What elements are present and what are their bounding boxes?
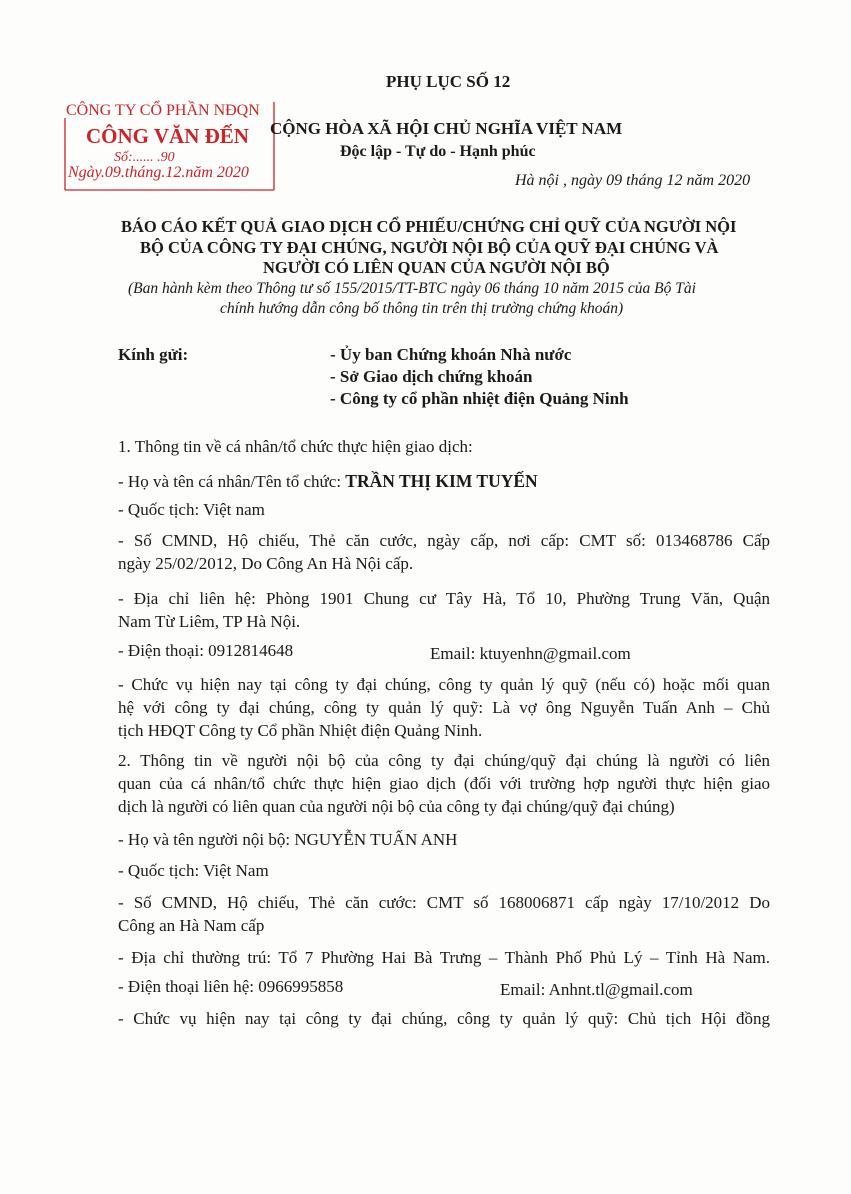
trader-id-line2: ngày 25/02/2012, Do Công An Hà Nội cấp. xyxy=(118,554,414,573)
insider-position-line1: - Chức vụ hiện nay tại công ty đại chúng, công ty quản lý quỹ: Chủ tịch Hội đồng xyxy=(118,1009,770,1028)
trader-name-label: - Họ và tên cá nhân/Tên tổ chức: xyxy=(118,472,346,491)
nation-title: CỘNG HÒA XÃ HỘI CHỦ NGHĨA VIỆT NAM xyxy=(270,119,623,138)
stamp-date: Ngày.09.tháng.12.năm 2020 xyxy=(68,164,249,181)
trader-position-line2: hệ với công ty đại chúng, công ty quản lý quỹ: Là vợ ông Nguyễn Tuấn Anh – Chủ xyxy=(118,698,770,717)
recipient-item: - Sở Giao dịch chứng khoán xyxy=(330,367,533,386)
insider-address: - Địa chỉ thường trú: Tổ 7 Phường Hai Bà Trưng – Thành Phố Phủ Lý – Tỉnh Hà Nam. xyxy=(118,948,770,967)
appendix-label: PHỤ LỤC SỐ 12 xyxy=(386,72,511,91)
section2-heading-line3: dịch là người có liên quan của người nội bộ của công ty đại chúng/quỹ đại chúng) xyxy=(118,797,675,816)
trader-address-line2: Nam Từ Liêm, TP Hà Nội. xyxy=(118,612,301,631)
trader-name-value: TRẦN THỊ KIM TUYẾN xyxy=(345,471,538,491)
trader-position-line1: - Chức vụ hiện nay tại công ty đại chúng, công ty quản lý quỹ (nếu có) hoặc mối quan xyxy=(118,675,770,694)
trader-id-line1: - Số CMND, Hộ chiếu, Thẻ căn cước, ngày cấp, nơi cấp: CMT số: 013468786 Cấp xyxy=(118,531,770,550)
received-stamp xyxy=(62,98,272,192)
insider-email: Email: Anhnt.tl@gmail.com xyxy=(500,980,693,999)
trader-address-line1: - Địa chỉ liên hệ: Phòng 1901 Chung cư Tây Hà, Tổ 10, Phường Trung Văn, Quận xyxy=(118,589,770,608)
trader-position-line3: tịch HĐQT Công ty Cổ phần Nhiệt điện Quảng Ninh. xyxy=(118,721,483,740)
section2-heading-line2: quan của cá nhân/tổ chức thực hiện giao dịch (đối với trường hợp người thực hiện giao xyxy=(118,774,770,793)
report-title-line2: BỘ CỦA CÔNG TY ĐẠI CHÚNG, NGƯỜI NỘI BỘ CỦA QUỸ ĐẠI CHÚNG VÀ xyxy=(140,238,719,257)
insider-name: - Họ và tên người nội bộ: NGUYỄN TUẤN ANH xyxy=(118,830,458,849)
stamp-company: CÔNG TY CỔ PHẦN NĐQN xyxy=(66,102,260,119)
section2-heading-line1: 2. Thông tin về người nội bộ của công ty đại chúng/quỹ đại chúng là người có liên xyxy=(118,751,770,770)
insider-nationality: - Quốc tịch: Việt Nam xyxy=(118,861,269,880)
recipient-item: - Công ty cổ phần nhiệt điện Quảng Ninh xyxy=(330,389,629,408)
stamp-title: CÔNG VĂN ĐẾN xyxy=(86,124,249,148)
trader-phone: - Điện thoại: 0912814648 xyxy=(118,641,294,660)
report-subtitle-line2: chính hướng dẫn công bố thông tin trên thị trường chứng khoán) xyxy=(220,300,624,317)
report-title-line3: NGƯỜI CÓ LIÊN QUAN CỦA NGƯỜI NỘI BỘ xyxy=(263,258,610,277)
trader-email: Email: ktuyenhn@gmail.com xyxy=(430,644,631,663)
trader-nationality: - Quốc tịch: Việt nam xyxy=(118,500,265,519)
insider-id-line2: Công an Hà Nam cấp xyxy=(118,916,265,935)
motto: Độc lập - Tự do - Hạnh phúc xyxy=(340,143,536,160)
report-title-line1: BÁO CÁO KẾT QUẢ GIAO DỊCH CỔ PHIẾU/CHỨNG CHỈ QUỸ CỦA NGƯỜI NỘI xyxy=(121,217,737,236)
trader-name-row xyxy=(118,471,538,492)
stamp-number: Số:...... .90 xyxy=(114,150,175,165)
recipients-label: Kính gửi: xyxy=(118,345,189,364)
report-subtitle-line1: (Ban hành kèm theo Thông tư số 155/2015/TT-BTC ngày 06 tháng 10 năm 2015 của Bộ Tài xyxy=(128,280,696,297)
place-date: Hà nội , ngày 09 tháng 12 năm 2020 xyxy=(515,172,751,189)
insider-phone: - Điện thoại liên hệ: 0966995858 xyxy=(118,977,344,996)
recipient-item: - Ủy ban Chứng khoán Nhà nước xyxy=(330,345,572,364)
insider-id-line1: - Số CMND, Hộ chiếu, Thẻ căn cước: CMT số 168006871 cấp ngày 17/10/2012 Do xyxy=(118,893,770,912)
section1-heading: 1. Thông tin về cá nhân/tổ chức thực hiện giao dịch: xyxy=(118,437,473,456)
